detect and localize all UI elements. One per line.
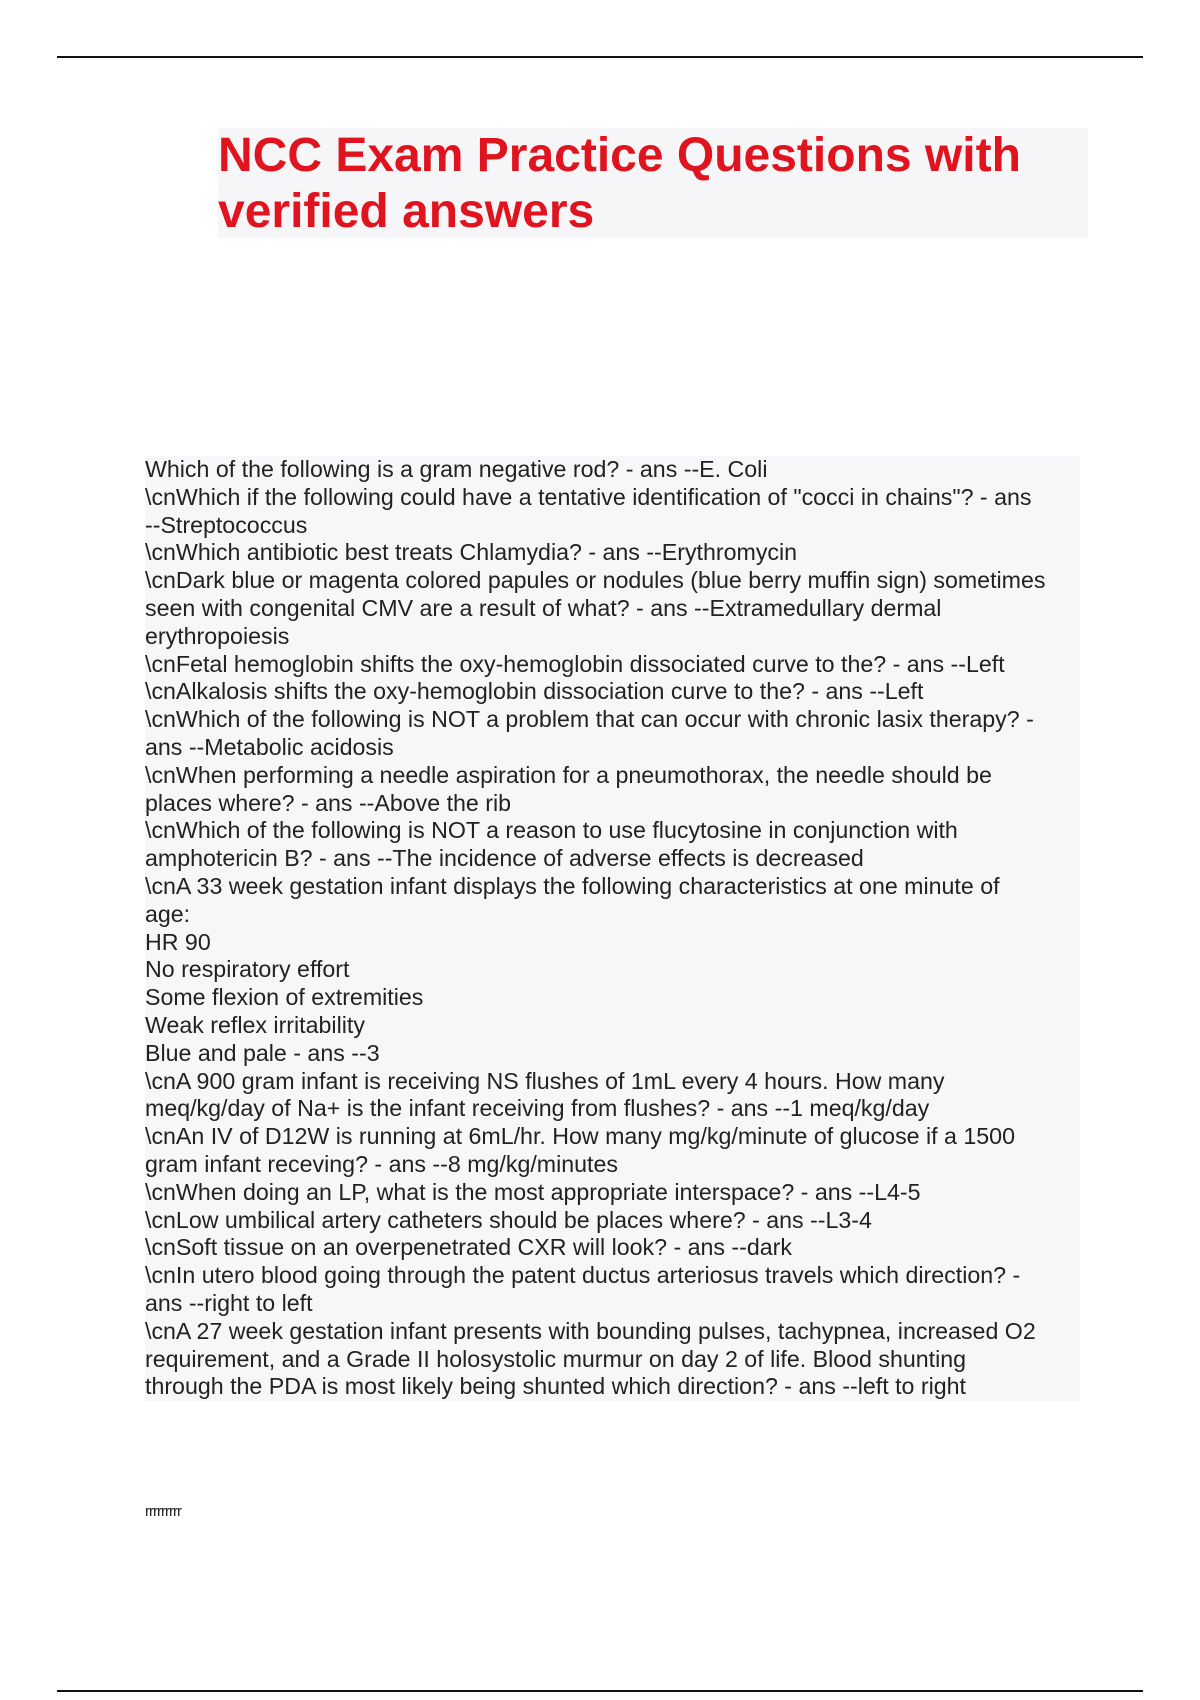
text-line: \cnA 33 week gestation infant displays the following characteristics at one minute of [145,872,1000,899]
text-line: \cnWhen performing a needle aspiration for a pneumothorax, the needle should be [145,761,992,788]
text-line: ans --Metabolic acidosis [145,733,394,760]
text-line: \cnFetal hemoglobin shifts the oxy-hemoglobin dissociated curve to the? - ans --Left [145,650,1005,677]
text-line: Blue and pale - ans --3 [145,1039,380,1066]
text-line: places where? - ans --Above the rib [145,789,512,816]
text-line: \cnLow umbilical artery catheters should be places where? - ans --L3-4 [145,1206,872,1233]
text-line: age: [145,900,191,927]
text-line: requirement, and a Grade II holosystolic murmur on day 2 of life. Blood shunting [145,1345,967,1372]
question-answer-list [145,456,1080,1401]
footer-mark: rrrrrrrrr [145,1503,181,1520]
text-line: No respiratory effort [145,956,350,983]
text-line: meq/kg/day of Na+ is the infant receiving from flushes? - ans --1 meq/kg/day [145,1095,930,1122]
text-line: \cnA 900 gram infant is receiving NS flushes of 1mL every 4 hours. How many [145,1067,945,1094]
text-line: seen with congenital CMV are a result of what? - ans --Extramedullary dermal [145,594,942,621]
text-line: gram infant receving? - ans --8 mg/kg/minutes [145,1150,618,1177]
text-line: erythropoiesis [145,622,290,649]
title-line-1: NCC Exam Practice Questions with [218,129,1021,182]
text-line: \cnWhich of the following is NOT a problem that can occur with chronic lasix therapy? - [145,706,1034,733]
text-line: \cnWhich if the following could have a tentative identification of "cocci in chains"? - ans [145,483,1032,510]
text-line: amphotericin B? - ans --The incidence of adverse effects is decreased [145,845,864,872]
title-block [218,128,1088,238]
text-line: HR 90 [145,928,211,955]
text-line: \cnWhich antibiotic best treats Chlamydia? - ans --Erythromycin [145,539,798,566]
document-title [218,128,1088,240]
text-line: through the PDA is most likely being shunted which direction? - ans --left to right [145,1373,966,1400]
text-line: ans --right to left [145,1289,313,1316]
top-rule [57,56,1143,58]
text-line: \cnSoft tissue on an overpenetrated CXR will look? - ans --dark [145,1234,792,1261]
text-line: Which of the following is a gram negative rod? - ans --E. Coli [145,456,768,482]
text-line: \cnAn IV of D12W is running at 6mL/hr. How many mg/kg/minute of glucose if a 1500 [145,1123,1015,1150]
bottom-rule [57,1690,1143,1692]
text-line: \cnAlkalosis shifts the oxy-hemoglobin dissociation curve to the? - ans --Left [145,678,924,705]
text-line: \cnWhen doing an LP, what is the most appropriate interspace? - ans --L4-5 [145,1178,921,1205]
text-line: \cnIn utero blood going through the patent ductus arteriosus travels which direction? - [145,1262,1021,1289]
text-line: \cnDark blue or magenta colored papules or nodules (blue berry muffin sign) sometimes [145,567,1046,594]
text-line: --Streptococcus [145,511,308,538]
text-line: Some flexion of extremities [145,984,424,1011]
title-line-2: verified answers [218,185,595,238]
text-line: \cnWhich of the following is NOT a reason to use flucytosine in conjunction with [145,817,958,844]
text-line: \cnA 27 week gestation infant presents with bounding pulses, tachypnea, increased O2 [145,1317,1036,1344]
text-line: Weak reflex irritability [145,1011,365,1038]
